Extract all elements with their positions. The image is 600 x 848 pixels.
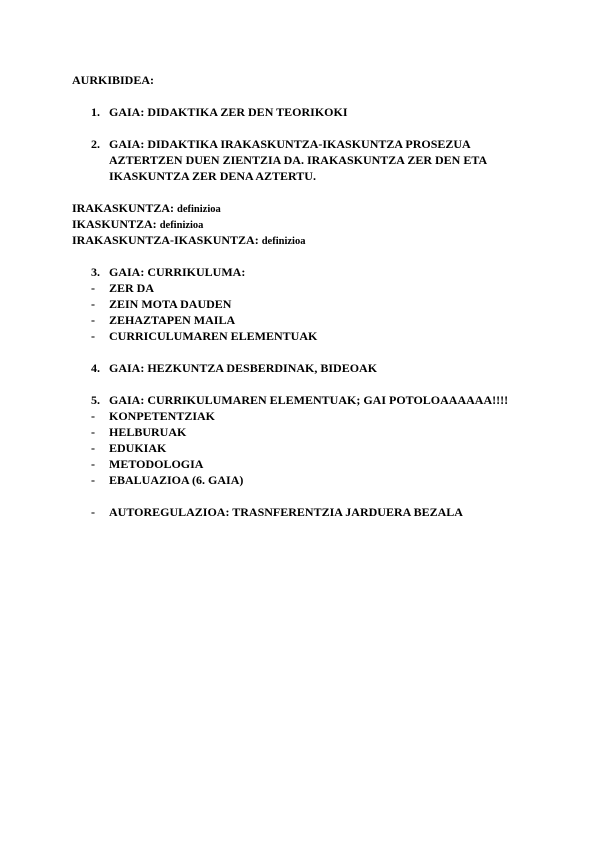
definition-text: definizioa (261, 236, 306, 247)
page-title: AURKIBIDEA: (72, 73, 155, 87)
item-4-text: GAIA: HEZKUNTZA DESBERDINAK, BIDEOAK (109, 361, 378, 375)
list-item: CURRICULUMAREN ELEMENTUAK (109, 329, 318, 343)
item-2-line-2: AZTERTZEN DUEN ZIENTZIA DA. IRAKASKUNTZA ZER DEN ETA (109, 153, 488, 167)
list-item: METODOLOGIA (109, 457, 204, 471)
list-item: ZEHAZTAPEN MAILA (109, 313, 236, 327)
item-5-number: 5. (91, 393, 100, 407)
bullet-dash: - (91, 297, 95, 311)
definition-term: IKASKUNTZA: (72, 217, 157, 231)
item-2-number: 2. (91, 137, 100, 151)
definition-row (72, 232, 305, 250)
definition-term: IRAKASKUNTZA-IKASKUNTZA: (72, 233, 259, 247)
definition-text: definizioa (159, 220, 204, 231)
item-1-text: GAIA: DIDAKTIKA ZER DEN TEORIKOKI (109, 105, 348, 119)
list-item: EDUKIAK (109, 441, 167, 455)
item-4-number: 4. (91, 361, 100, 375)
list-item: ZEIN MOTA DAUDEN (109, 297, 232, 311)
item-5-text: GAIA: CURRIKULUMAREN ELEMENTUAK; GAI POTOLOAAAAAA!!!! (109, 393, 509, 407)
list-item: ZER DA (109, 281, 155, 295)
bullet-dash: - (91, 441, 95, 455)
definition-term: IRAKASKUNTZA: (72, 201, 175, 215)
item-3-text: GAIA: CURRIKULUMA: (109, 265, 246, 279)
bullet-dash: - (91, 425, 95, 439)
bullet-dash: - (91, 281, 95, 295)
bullet-dash: - (91, 313, 95, 327)
item-3-number: 3. (91, 265, 100, 279)
bullet-dash: - (91, 505, 95, 519)
item-1-number: 1. (91, 105, 100, 119)
item-2-line-3: IKASKUNTZA ZER DENA AZTERTU. (109, 169, 316, 183)
list-item: AUTOREGULAZIOA: TRASNFERENTZIA JARDUERA BEZALA (109, 505, 463, 519)
bullet-dash: - (91, 473, 95, 487)
item-2-line-1: GAIA: DIDAKTIKA IRAKASKUNTZA-IKASKUNTZA PROSEZUA (109, 137, 471, 151)
list-item: HELBURUAK (109, 425, 187, 439)
bullet-dash: - (91, 457, 95, 471)
list-item: KONPETENTZIAK (109, 409, 216, 423)
definition-text: definizioa (177, 204, 221, 215)
bullet-dash: - (91, 329, 95, 343)
list-item: EBALUAZIOA (6. GAIA) (109, 473, 244, 487)
bullet-dash: - (91, 409, 95, 423)
